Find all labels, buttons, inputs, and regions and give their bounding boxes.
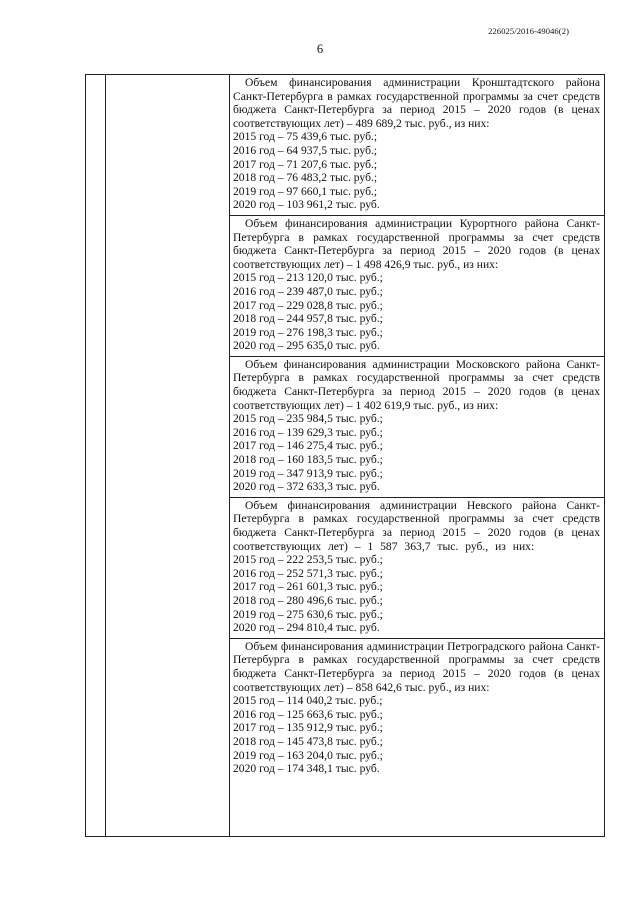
funding-year-line: 2016 год – 64 937,5 тыс. руб.; [233, 143, 378, 157]
table-border-left [85, 75, 86, 836]
funding-year-line: 2015 год – 114 040,2 тыс. руб.; [233, 694, 383, 708]
funding-intro: Объем финансирования администрации Невского района Санкт-Петербурга в рамках государственной программы за счет средств бюджета Санкт-Петербурга за период 2015 – 2020 годов (в ценах соответствующих лет) – 1 587 363,7 тыс. руб., из них: [233, 498, 600, 553]
funding-year-line: 2020 год – 103 961,2 тыс. руб. [233, 198, 380, 212]
funding-year-line: 2018 год – 145 473,8 тыс. руб.; [233, 734, 383, 748]
funding-year-line: 2017 год – 229 028,8 тыс. руб.; [233, 298, 383, 312]
funding-year-line: 2017 год – 71 207,6 тыс. руб.; [233, 157, 378, 171]
funding-year-line: 2019 год – 347 913,9 тыс. руб.; [233, 466, 383, 480]
funding-year-line: 2017 год – 146 275,4 тыс. руб.; [233, 439, 383, 453]
funding-year-line: 2019 год – 163 204,0 тыс. руб.; [233, 748, 383, 762]
funding-year-line: 2017 год – 261 601,3 тыс. руб.; [233, 580, 383, 594]
funding-block-moskovsky [230, 357, 604, 498]
funding-year-line: 2019 год – 276 198,3 тыс. руб.; [233, 325, 383, 339]
funding-table [85, 74, 605, 837]
funding-year-line: 2016 год – 139 629,3 тыс. руб.; [233, 425, 383, 439]
funding-year-line: 2018 год – 244 957,8 тыс. руб.; [233, 312, 383, 326]
funding-year-line: 2020 год – 294 810,4 тыс. руб. [233, 621, 380, 635]
funding-year-line: 2018 год – 76 483,2 тыс. руб.; [233, 171, 378, 185]
funding-year-line: 2018 год – 160 183,5 тыс. руб.; [233, 453, 383, 467]
funding-year-line: 2020 год – 174 348,1 тыс. руб. [233, 762, 380, 776]
funding-year-line: 2016 год – 239 487,0 тыс. руб.; [233, 284, 383, 298]
funding-year-line: 2019 год – 275 630,6 тыс. руб.; [233, 607, 383, 621]
funding-intro: Объем финансирования администрации Петроградского района Санкт-Петербурга в рамках государственной программы за счет средств бюджета Санкт-Петербурга за период 2015 – 2020 годов (в ценах соответствующих лет) – 858 642,6 тыс. руб., из них: [233, 639, 600, 694]
document-number: 226025/2016-49046(2) [488, 26, 569, 36]
funding-intro: Объем финансирования администрации Московского района Санкт-Петербурга в рамках государственной программы за счет средств бюджета Санкт-Петербурга за период 2015 – 2020 годов (в ценах соответствующих лет) – 1 402 619,9 тыс. руб., из них: [233, 357, 600, 412]
funding-intro: Объем финансирования администрации Курортного района Санкт-Петербурга в рамках государственной программы за счет средств бюджета Санкт-Петербурга за период 2015 – 2020 годов (в ценах соответствующих лет) – 1 498 426,9 тыс. руб., из них: [233, 216, 600, 271]
funding-block-nevsky [230, 498, 604, 639]
funding-year-line: 2019 год – 97 660,1 тыс. руб.; [233, 184, 378, 198]
page-number: 6 [316, 42, 324, 56]
funding-year-line: 2020 год – 372 633,3 тыс. руб. [233, 480, 380, 494]
funding-year-line: 2017 год – 135 912,9 тыс. руб.; [233, 721, 383, 735]
funding-block-kronshtadtsky [230, 75, 604, 216]
funding-content-column [230, 75, 604, 779]
table-column-divider-1 [105, 75, 106, 836]
funding-year-line: 2020 год – 295 635,0 тыс. руб. [233, 339, 380, 353]
funding-year-line: 2016 год – 125 663,6 тыс. руб.; [233, 707, 383, 721]
funding-intro: Объем финансирования администрации Кронштадтского района Санкт-Петербурга в рамках государственной программы за счет средств бюджета Санкт-Петербурга за период 2015 – 2020 годов (в ценах соответствующих лет) – 489 689,2 тыс. руб., из них: [233, 76, 600, 130]
table-border-right [604, 75, 605, 836]
funding-year-line: 2015 год – 222 253,5 тыс. руб.; [233, 553, 383, 567]
funding-block-petrogradsky [230, 639, 604, 779]
funding-year-line: 2015 год – 235 984,5 тыс. руб.; [233, 412, 383, 426]
funding-block-kurortny [230, 216, 604, 357]
funding-year-line: 2015 год – 75 439,6 тыс. руб.; [233, 130, 378, 144]
funding-year-line: 2015 год – 213 120,0 тыс. руб.; [233, 271, 383, 285]
funding-year-line: 2018 год – 280 496,6 тыс. руб.; [233, 593, 383, 607]
funding-year-line: 2016 год – 252 571,3 тыс. руб.; [233, 566, 383, 580]
